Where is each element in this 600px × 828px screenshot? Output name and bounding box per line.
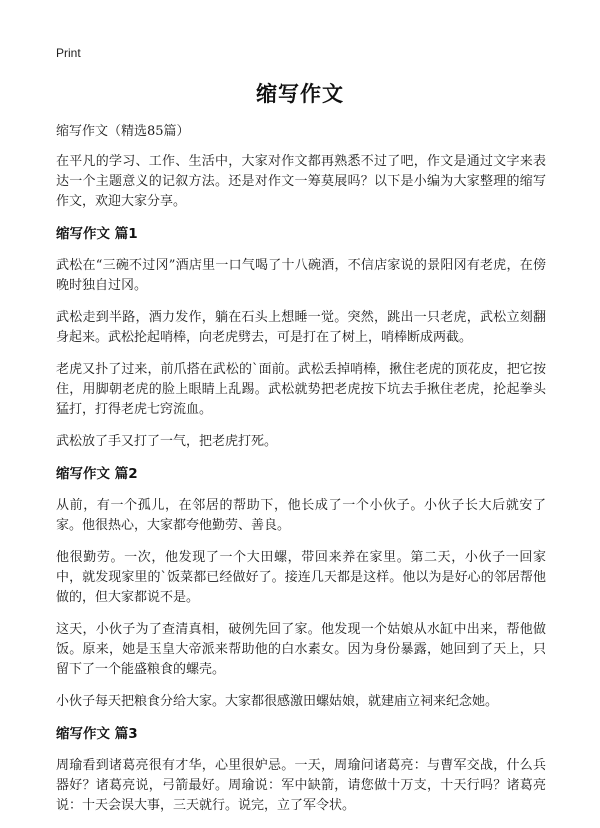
section-1-paragraph: 武松在“三碗不过冈”酒店里一口气喝了十八碗酒，不信店家说的景阳冈有老虎，在傍晚时独自过冈。 bbox=[56, 258, 546, 293]
section-2-paragraph: 小伙子每天把粮食分给大家。大家都很感激田螺姑娘，就建庙立祠来纪念她。 bbox=[56, 694, 499, 709]
print-link[interactable]: Print bbox=[56, 46, 81, 60]
page-title: 缩写作文 bbox=[256, 82, 344, 106]
section-heading-3: 缩写作文 篇3 bbox=[56, 726, 138, 742]
article-body bbox=[56, 122, 546, 828]
article-subtitle: 缩写作文（精选85篇） bbox=[56, 124, 190, 139]
section-2-paragraph: 他很勤劳。一次，他发现了一个大田螺，带回来养在家里。第二天，小伙子一回家中，就发现家里的`饭菜都已经做好了。接连几天都是这样。他以为是好心的邻居帮他做的，但大家都说不是。 bbox=[56, 550, 546, 605]
section-2-paragraph: 从前，有一个孤儿，在邻居的帮助下，他长成了一个小伙子。小伙子长大后就安了家。他很热心，大家都夸他勤劳、善良。 bbox=[56, 498, 546, 533]
intro-paragraph: 在平凡的学习、工作、生活中，大家对作文都再熟悉不过了吧，作文是通过文字来表达一个主题意义的记叙方法。还是对作文一筹莫展吗？以下是小编为大家整理的缩写作文，欢迎大家分享。 bbox=[56, 154, 546, 209]
section-heading-1: 缩写作文 篇1 bbox=[56, 226, 138, 242]
section-1-paragraph: 武松放了手又打了一气，把老虎打死。 bbox=[56, 434, 278, 449]
section-1-paragraph: 老虎又扑了过来，前爪搭在武松的`面前。武松丢掉哨棒，揪住老虎的顶花皮，把它按住，用脚朝老虎的脸上眼睛上乱踢。武松就势把老虎按下坑去手揪住老虎，抡起拳头猛打，打得老虎七窍流血。 bbox=[56, 362, 546, 417]
section-3-paragraph: 周瑜看到诸葛亮很有才华，心里很妒忌。一天，周瑜问诸葛亮：与曹军交战，什么兵器好？诸葛亮说，弓箭最好。周瑜说：军中缺箭，请您做十万支，十天行吗？诸葛亮说：十天会误大事，三天就行。说完，立了军令状。 bbox=[56, 758, 546, 813]
section-heading-2: 缩写作文 篇2 bbox=[56, 466, 138, 482]
section-1-paragraph: 武松走到半路，酒力发作，躺在石头上想睡一觉。突然，跳出一只老虎，武松立刻翻身起来。武松抡起哨棒，向老虎劈去，可是打在了树上，哨棒断成两截。 bbox=[56, 310, 546, 345]
section-2-paragraph: 这天，小伙子为了查清真相，破例先回了家。他发现一个姑娘从水缸中出来，帮他做饭。原来，她是玉皇大帝派来帮助他的白水素女。因为身份暴露，她回到了天上，只留下了一个能盛粮食的螺壳。 bbox=[56, 622, 546, 677]
